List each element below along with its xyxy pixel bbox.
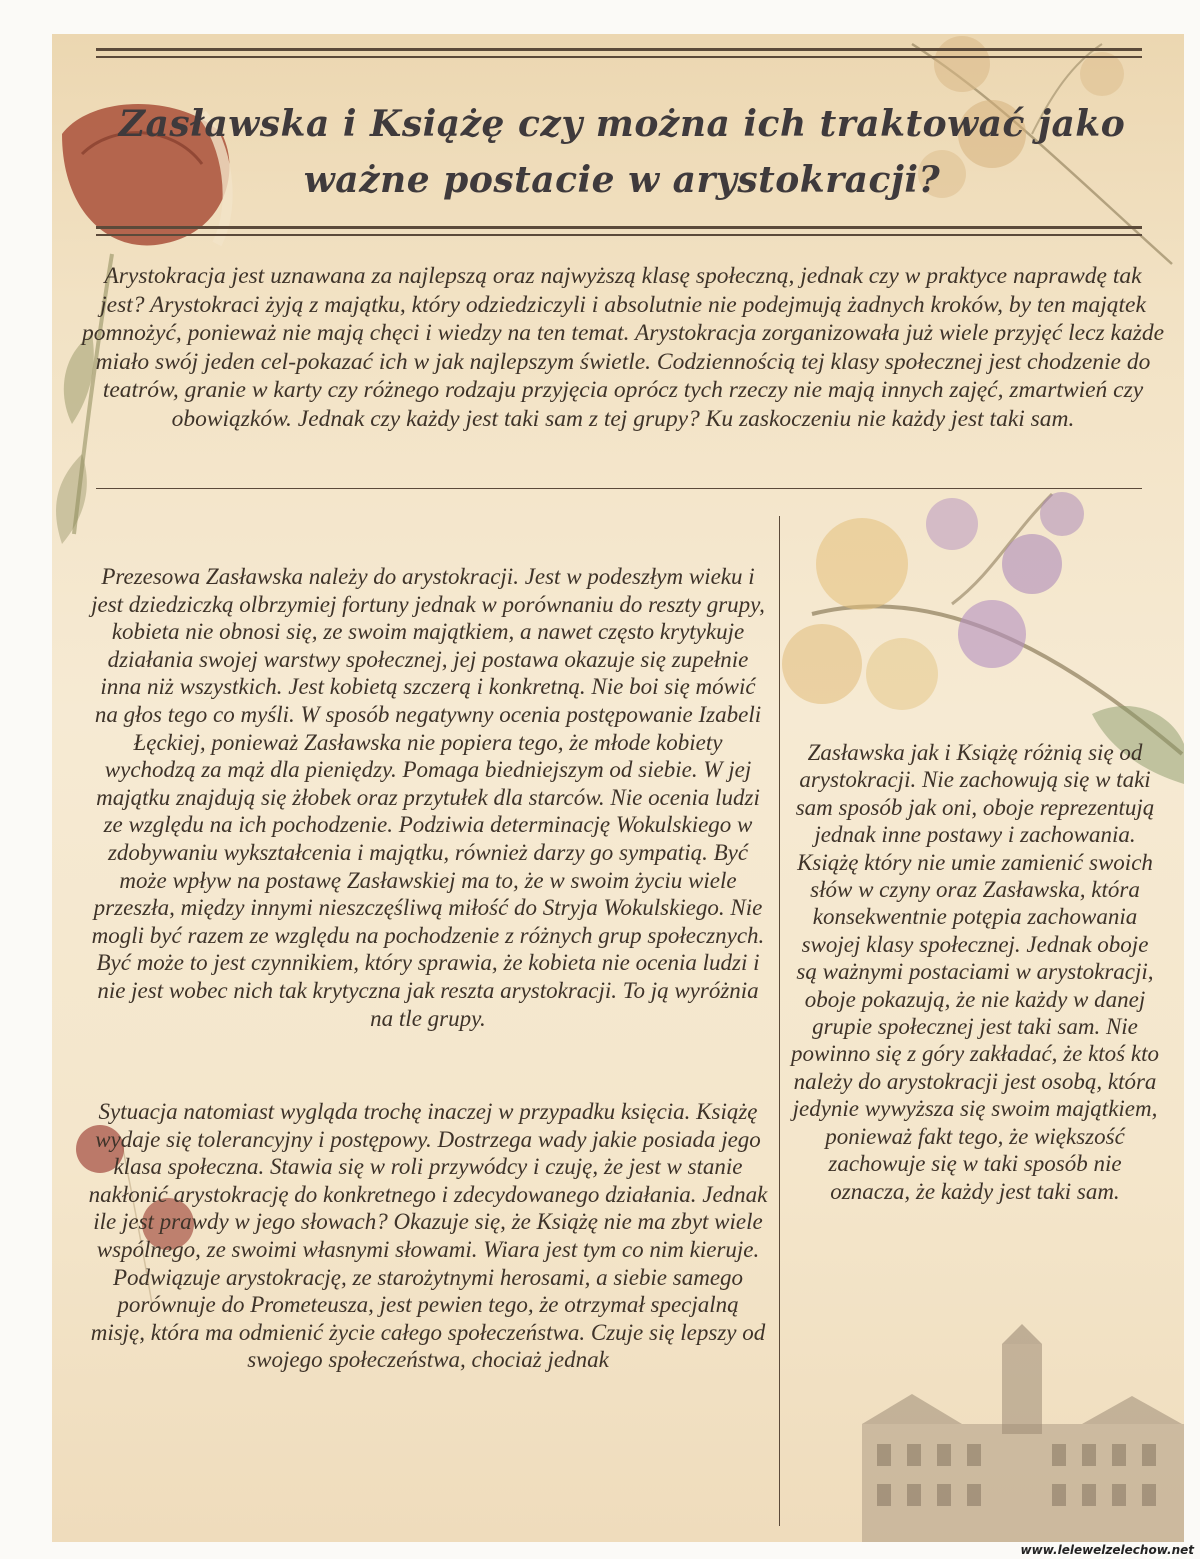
site-watermark: www.lelewelzelechow.net <box>1020 1543 1194 1557</box>
intro-rule <box>96 488 1142 489</box>
top-rule-upper <box>96 48 1142 51</box>
ksiaze-paragraph: Sytuacja natomiast wygląda trochę inaczej w przypadku księcia. Książę wydaje się tolerancyjny i postępowy. Dostrzega wady jakie posiada jego klasa społeczna. Stawia się w roli przywódcy i czuję, że jest w stanie nakłonić arystokrację do konkretnego i zdecydowanego działania. Jednak ile jest prawdy w jego słowach? Okazuje się, że Książę nie ma zbyt wiele wspólnego, ze swoimi własnymi słowami. Wiara jest tym co nim kieruje. Podwiązuje arystokrację, ze starożytnymi herosami, a siebie samego porównuje do Prometeusza, jest pewien tego, że otrzymał specjalną misję, która ma odmienić życie całego społeczeństwa. Czuje się lepszy od swojego społeczeństwa, chociaż jednak <box>88 1099 768 1373</box>
column-divider <box>779 516 780 1526</box>
page-title: Zasławska i Książę czy można ich traktować jako ważne postacie w arystokracji? <box>118 103 1126 201</box>
title-rule-upper <box>96 226 1142 229</box>
left-column <box>88 563 768 1374</box>
title-rule-lower <box>96 234 1142 236</box>
top-rule-lower <box>96 56 1142 58</box>
paper-sheet <box>52 34 1184 1542</box>
intro-paragraph: Arystokracja jest uznawana za najlepszą oraz najwyższą klasę społeczną, jednak czy w praktyce naprawdę tak jest? Arystokraci żyją z majątku, który odziedziczyli i absolutnie nie podejmują żadnych kroków, by ten majątek pomnożyć, ponieważ nie mają chęci i wiedzy na ten temat. Arystokracja zorganizowała już wiele przyjęć lecz każde miało swój jeden cel-pokazać ich w jak najlepszym świetle. Codziennością tej klasy społecznej jest chodzenie do teatrów, granie w karty czy różnego rodzaju przyjęcia oprócz tych rzeczy nie mają innych zajęć, zmartwień czy obowiązków. Jednak czy każdy jest taki sam z tej grupy? Ku zaskoczeniu nie każdy jest taki sam. <box>81 263 1165 432</box>
zaslawska-paragraph: Prezesowa Zasławska należy do arystokracji. Jest w podeszłym wieku i jest dziedziczką olbrzymiej fortuny jednak w porównaniu do reszty grupy, kobieta nie obnosi się, ze swoim majątkiem, a nawet często krytykuje działania swojej warstwy społecznej, jej postawa okazuje się zupełnie inna niż wszystkich. Jest kobietą szczerą i konkretną. Nie boi się mówić na głos tego co myśli. W sposób negatywny ocenia postępowanie Izabeli Łęckiej, ponieważ Zasławska nie popiera tego, że młode kobiety wychodzą za mąż dla pieniędzy. Pomaga biedniejszym od siebie. W jej majątku znajdują się żłobek oraz przytułek dla starców. Nie ocenia ludzi ze względu na ich pochodzenie. Podziwia determinację Wokulskiego w zdobywaniu wykształcenia i majątku, również darzy go sympatią. Być może wpływ na postawę Zasławskiej ma to, że w swoim życiu wiele przeszła, między innymi nieszczęśliwą miłość do Stryja Wokulskiego. Nie mogli być razem ze względu na pochodzenie z różnych grup społecznych. Być może to jest czynnikiem, który sprawia, że kobieta nie ocenia ludzi i nie jest wobec nich tak krytyczna jak reszta arystokracji. To ją wyróżnia na tle grupy. <box>91 564 765 1031</box>
conclusion-paragraph: Zasławska jak i Książę różnią się od arystokracji. Nie zachowują się w taki sam sposób jak oni, oboje reprezentują jednak inne postawy i zachowania. Książę który nie umie zamienić swoich słów w czyny oraz Zasławska, która konsekwentnie potępia zachowania swojej klasy społecznej. Jednak oboje są ważnymi postaciami w arystokracji, oboje pokazują, że nie każdy w danej grupie społecznej jest taki sam. Nie powinno się z góry zakładać, że ktoś kto należy do arystokracji jest osobą, która jedynie wywyższa się swoim majątkiem, ponieważ fakt tego, że większość zachowuje się w taki sposób nie oznacza, że każdy jest taki sam. <box>791 740 1159 1204</box>
town-hall-illustration <box>852 1324 1184 1542</box>
